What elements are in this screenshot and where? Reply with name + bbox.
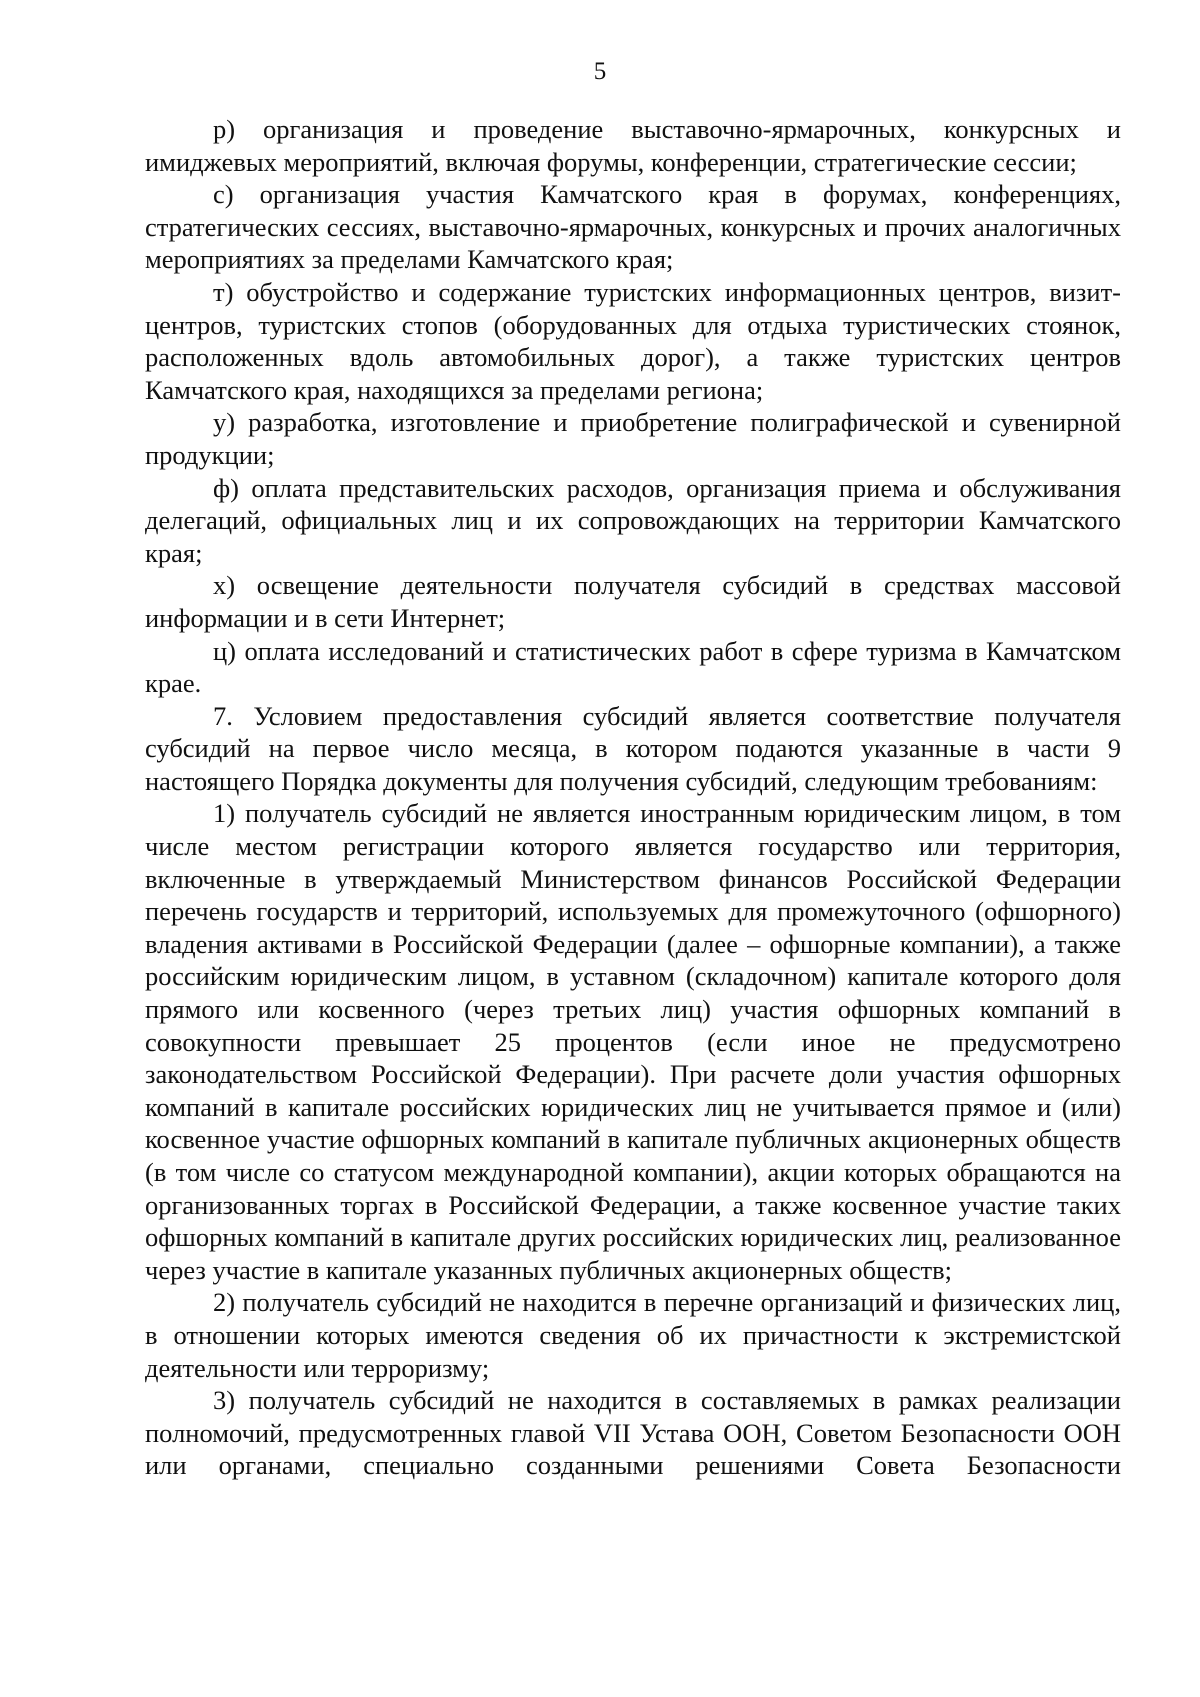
paragraph-item-s: с) организация участия Камчатского края в форумах, конференциях, стратегических сессиях, выставочно-ярмарочных, конкурсных и прочих аналогичных мероприятиях за пределами Камчатского края; bbox=[145, 179, 1121, 275]
page-number: 5 bbox=[593, 58, 607, 85]
document-text bbox=[145, 113, 1121, 1482]
paragraph-item-f: ф) оплата представительских расходов, организация приема и обслуживания делегаций, официальных лиц и их сопровождающих на территории Камчатского края; bbox=[145, 472, 1121, 568]
paragraph-item-ts: ц) оплата исследований и статистических работ в сфере туризма в Камчатском крае. bbox=[145, 635, 1121, 699]
paragraph-requirement-2: 2) получатель субсидий не находится в перечне организаций и физических лиц, в отношении которых имеются сведения об их причастности к экстремистской деятельности или терроризму; bbox=[145, 1287, 1121, 1383]
paragraph-item-kh: х) освещение деятельности получателя субсидий в средствах массовой информации и в сети Интернет; bbox=[145, 570, 1121, 633]
paragraph-section-7: 7. Условием предоставления субсидий является соответствие получателя субсидий на первое число месяца, в котором подаются указанные в части 9 настоящего Порядка документы для получения субсидий, следующим требованиям: bbox=[145, 700, 1121, 796]
paragraph-requirement-1: 1) получатель субсидий не является иностранным юридическим лицом, в том числе местом регистрации которого является государство или территория, включенные в утверждаемый Министерством финансов Российской Федерации перечень государств и территорий, используемых для промежуточного (офшорного) владения активами в Российской Федерации (далее – офшорные компании), а также российским юридическим лицом, в уставном (складочном) капитале которого доля прямого или косвенного (через третьих лиц) участия офшорных компаний в совокупности превышает 25 процентов (если иное не предусмотрено законодательством Российской Федерации). При расчете доли участия офшорных компаний в капитале российских юридических лиц не учитывается прямое и (или) косвенное участие офшорных компаний в капитале публичных акционерных обществ (в том числе со статусом международной компании), акции которых обращаются на организованных торгах в Российской Федерации, а также косвенное участие таких офшорных компаний в капитале других российских юридических лиц, реализованное через участие в капитале указанных публичных акционерных обществ; bbox=[145, 798, 1121, 1285]
paragraph-requirement-3: 3) получатель субсидий не находится в составляемых в рамках реализации полномочий, предусмотренных главой VII Устава ООН, Советом Безопасности ООН или органами, специально созданными решениями Совета Безопасности bbox=[145, 1385, 1121, 1481]
paragraph-item-r: р) организация и проведение выставочно-ярмарочных, конкурсных и имиджевых мероприятий, включая форумы, конференции, стратегические сессии; bbox=[145, 114, 1121, 177]
paragraph-item-t: т) обустройство и содержание туристских информационных центров, визит-центров, туристских стопов (оборудованных для отдыха туристических стоянок, расположенных вдоль автомобильных дорог), а также туристских центров Камчатского края, находящихся за пределами региона; bbox=[145, 276, 1121, 405]
paragraph-item-u: у) разработка, изготовление и приобретение полиграфической и сувенирной продукции; bbox=[145, 407, 1121, 470]
